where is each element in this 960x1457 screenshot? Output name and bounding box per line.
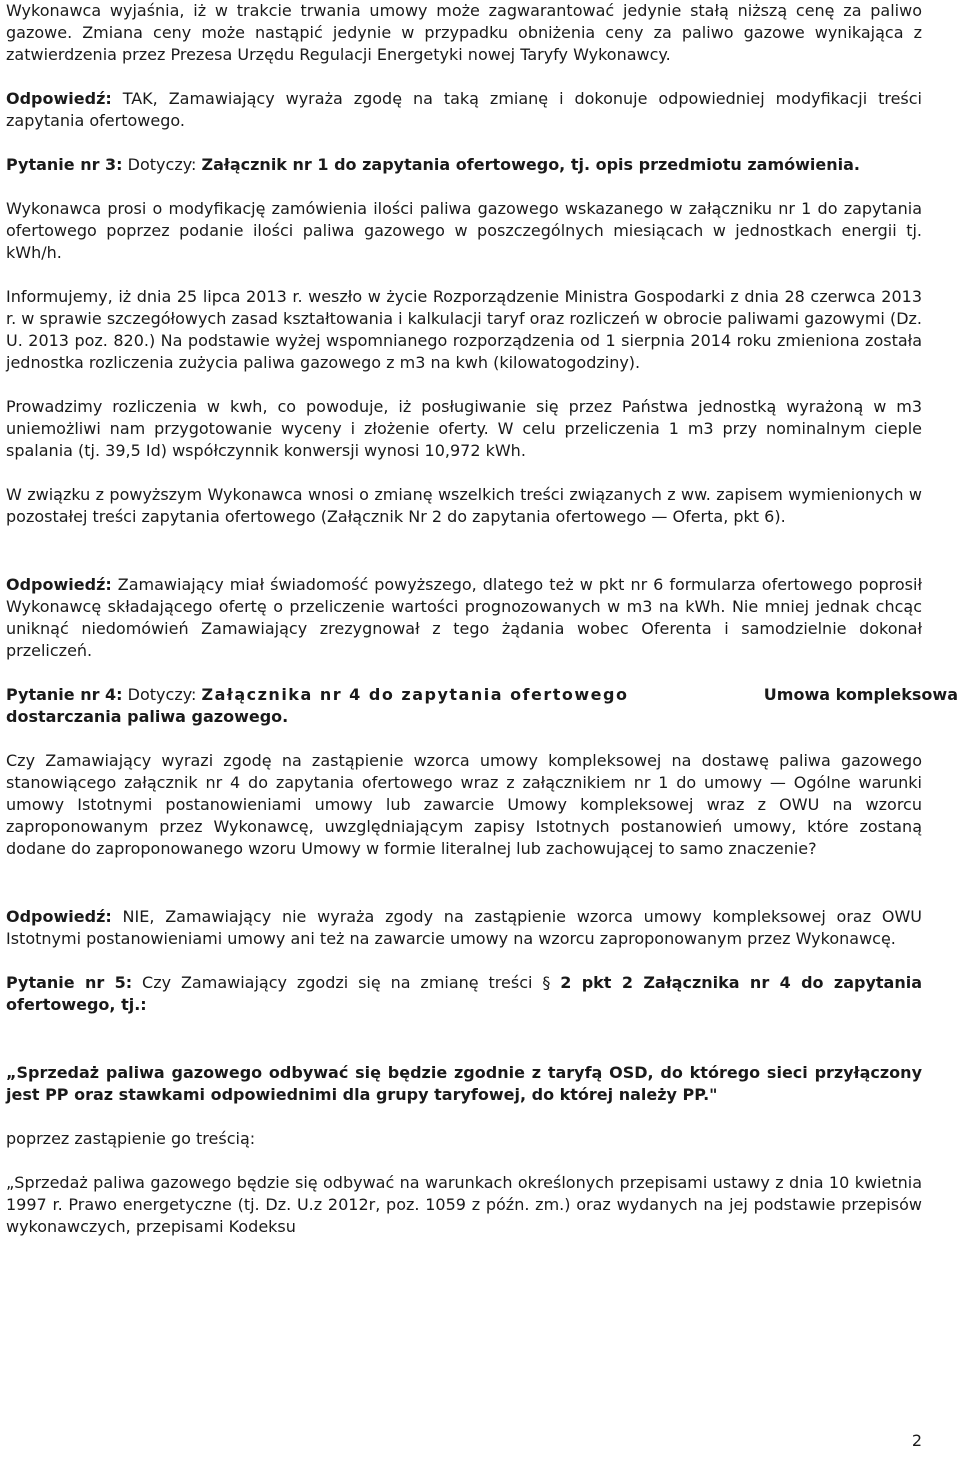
answer-label: Odpowiedź: — [6, 89, 112, 108]
paragraph-regulation-info — [6, 286, 922, 374]
answer-text: Zamawiający miał świadomość powyższego, dlatego też w pkt nr 6 formularza ofertowego poprosił Wykonawcę składającego ofertę o przeliczenie wartości prognozowanych w m3 na kWh. Nie mniej jednak chcąc uniknąć niedomówień Zamawiający zrezygnował z tego żądania wobec Oferenta i samodzielnie dokonał przeliczeń. — [6, 575, 922, 660]
paragraph-modification-request — [6, 198, 922, 264]
question-5 — [6, 972, 922, 1016]
question-3 — [6, 154, 922, 176]
question-text: Czy Zamawiający zgodzi się na zmianę treści § — [132, 973, 561, 992]
quote-replacement-clause — [6, 1172, 922, 1238]
question-subject: Załącznika nr 4 do zapytania ofertowego — [201, 685, 629, 704]
answer-1 — [6, 88, 922, 132]
quote-text: „Sprzedaż paliwa gazowego będzie się odbywać na warunkach określonych przepisami ustawy z dnia 10 kwietnia 1997 r. Prawo energetyczne (tj. Dz. U.z 2012r, poz. 1059 z późn. zm.) oraz wydanych na jej podstawie przepisów wykonawczych, przepisami Kodeksu — [6, 1173, 922, 1236]
answer-text: TAK, Zamawiający wyraża zgodę na taką zmianę i dokonuje odpowiedniej modyfikacji treści zapytania ofertowego. — [6, 89, 922, 130]
answer-label: Odpowiedź: — [6, 907, 112, 926]
paragraph-replacement-intro — [6, 1128, 922, 1150]
paragraph-text: poprzez zastąpienie go treścią: — [6, 1129, 256, 1148]
question-subject: Załącznik nr 1 do zapytania ofertowego, tj. opis przedmiotu zamówienia. — [201, 155, 860, 174]
answer-2 — [6, 574, 922, 662]
question-label: Pytanie nr 5: — [6, 973, 133, 992]
paragraph-text: Czy Zamawiający wyrazi zgodę na zastąpienie wzorca umowy kompleksowej na dostawę paliwa gazowego stanowiącego załącznik nr 4 do zapytania ofertowego wraz z załącznikiem nr 1 do umowy — Ogólne warunki umowy Istotnymi postanowieniami umowy lub zawarcie Umowy kompleksowej wraz z OWU na wzorcu zaproponowanym przez Wykonawcę, uwzględniającym zapisy Istotnych postanowień umowy, które zostaną dodane do zaproponowanego wzoru Umowy w formie literalnej lub zachowującej to samo znaczenie? — [6, 751, 922, 858]
paragraph-text: Prowadzimy rozliczenia w kwh, co powoduje, iż posługiwanie się przez Państwa jednostką wyrażoną w m3 uniemożliwi nam przygotowanie wyceny i złożenie oferty. W celu przeliczenia 1 m3 przy nominalnym cieple spalania (tj. 39,5 Id) współczynnik konwersji wynosi 10,972 kWh. — [6, 397, 922, 460]
question-label: Pytanie nr 4: — [6, 685, 123, 704]
quote-text: „Sprzedaż paliwa gazowego odbywać się będzie zgodnie z taryfą OSD, do którego sieci przyłączony jest PP oraz stawkami odpowiednimi dla grupy taryfowej, do której należy PP." — [6, 1063, 922, 1104]
question-4 — [6, 684, 958, 728]
question-right-title: Umowa kompleksowa — [763, 685, 958, 704]
question-subject: 2 pkt 2 Załącznika nr 4 do zapytania ofertowego, tj.: — [6, 973, 923, 1014]
paragraph-text: Wykonawca prosi o modyfikację zamówienia ilości paliwa gazowego wskazanego w załączniku nr 1 do zapytania ofertowego poprzez podanie ilości paliwa gazowego w poszczególnych miesiącach w jednostkach energii tj. kWh/h. — [6, 199, 922, 262]
page-number: 2 — [911, 1431, 922, 1450]
paragraph-billing-kwh — [6, 396, 922, 462]
paragraph-text: W związku z powyższym Wykonawca wnosi o zmianę wszelkich treści związanych z ww. zapisem wymienionych w pozostałej treści zapytania ofertowego (Załącznik Nr 2 do zapytania ofertowego — Oferta, pkt 6). — [6, 485, 922, 526]
quote-original-clause — [6, 1062, 922, 1106]
question-label: Pytanie nr 3: — [6, 155, 123, 174]
paragraph-text: Informujemy, iż dnia 25 lipca 2013 r. weszło w życie Rozporządzenie Ministra Gospodarki z dnia 28 czerwca 2013 r. w sprawie szczegółowych zasad kształtowania i kalkulacji taryf oraz rozliczeń w obrocie paliwami gazowymi (Dz. U. 2013 poz. 820.) Na podstawie wyżej wspomnianego rozporządzenia od 1 sierpnia 2014 roku zmieniona została jednostka rozliczenia zużycia paliwa gazowego z m3 na kwh (kilowatogodziny). — [6, 287, 922, 372]
answer-3 — [6, 906, 922, 950]
question-subject-continued: dostarczania paliwa gazowego. — [6, 707, 289, 726]
question-prefix: Dotyczy: — [122, 155, 202, 174]
question-prefix: Dotyczy: — [122, 685, 202, 704]
paragraph-contractor-explanation — [6, 0, 922, 66]
answer-text: NIE, Zamawiający nie wyraża zgody na zastąpienie wzorca umowy kompleksowej oraz OWU Istotnymi postanowieniami umowy ani też na zawarcie umowy na wzorcu zaproponowanym przez Wykonawcę. — [6, 907, 922, 948]
paragraph-change-request — [6, 484, 922, 528]
answer-label: Odpowiedź: — [6, 575, 112, 594]
paragraph-text: Wykonawca wyjaśnia, iż w trakcie trwania umowy może zagwarantować jedynie stałą niższą cenę za paliwo gazowe. Zmiana ceny może nastąpić jedynie w przypadku obniżenia ceny za paliwo gazowe wynikająca z zatwierdzenia przez Prezesa Urzędu Regulacji Energetyki nowej Taryfy Wykonawcy. — [6, 1, 922, 64]
document-page — [6, 0, 958, 1238]
paragraph-contract-template-question — [6, 750, 922, 860]
